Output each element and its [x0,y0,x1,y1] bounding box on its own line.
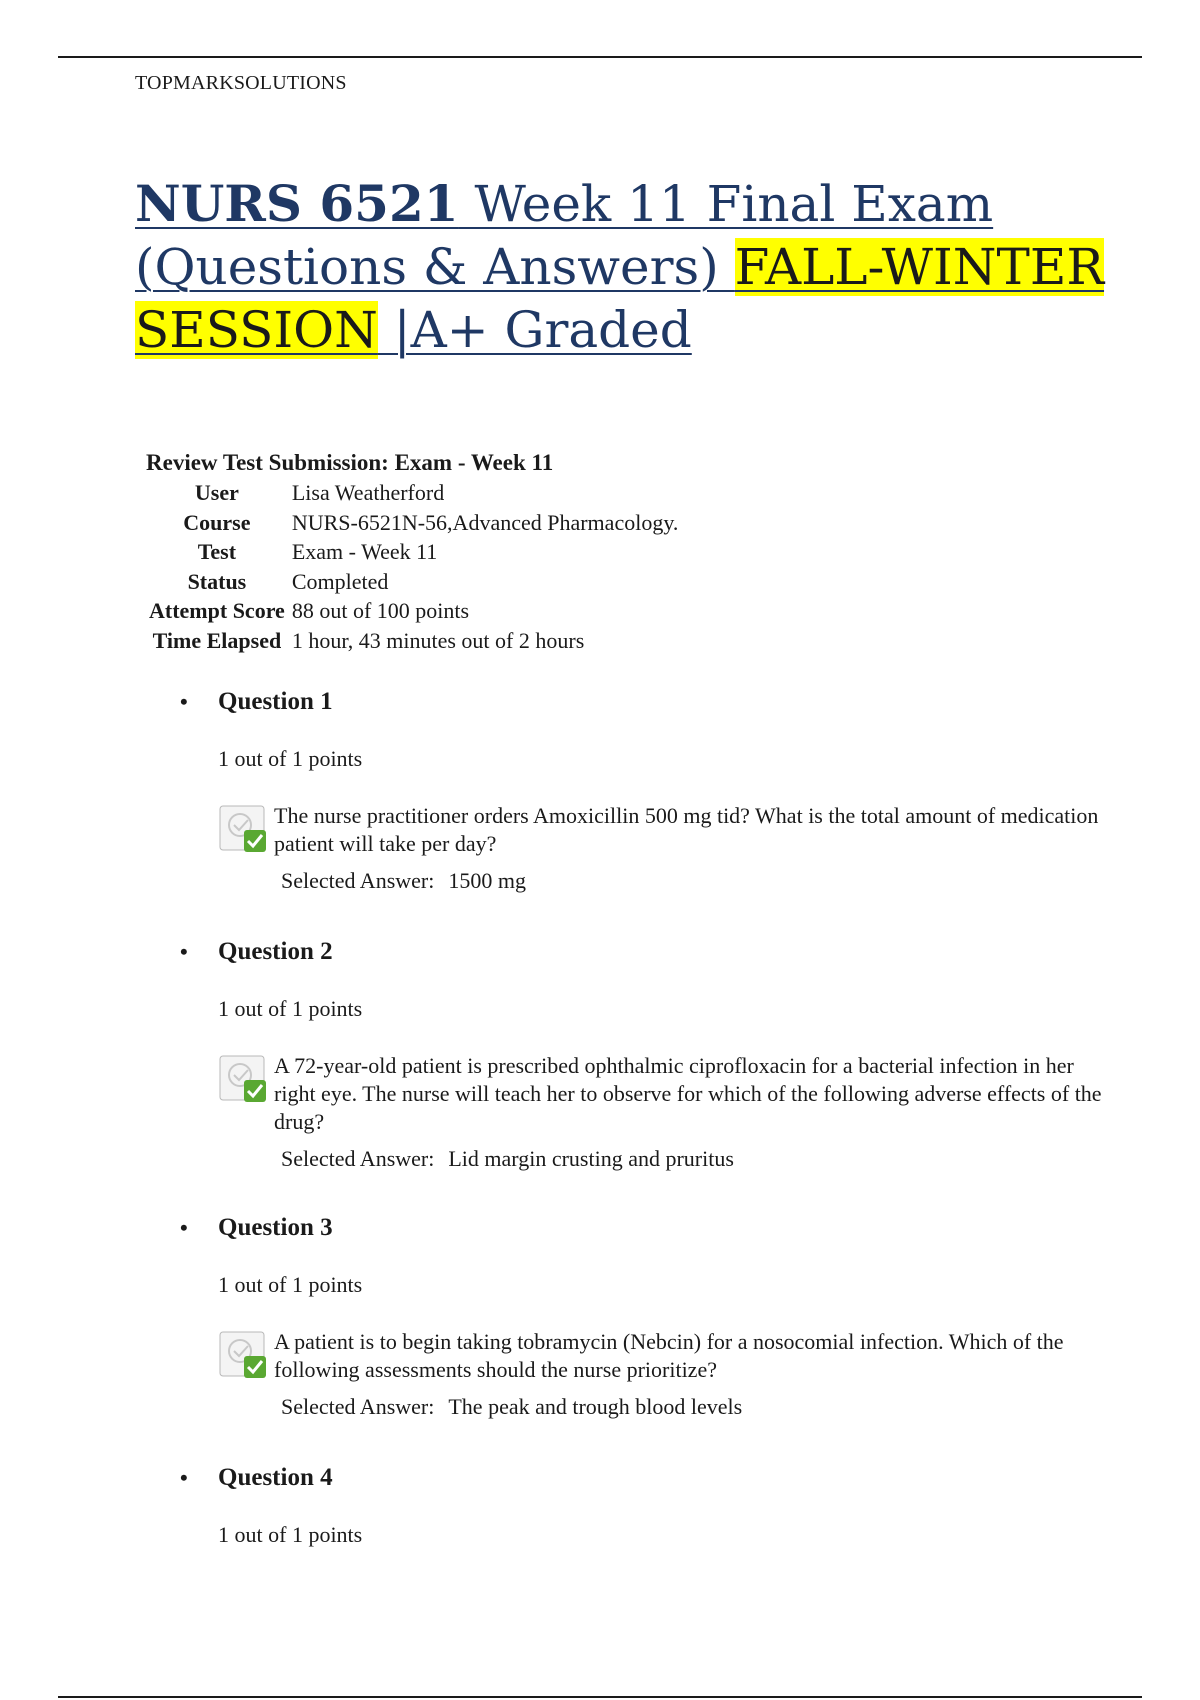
question-title: Question 1 [218,688,333,715]
meta-value: 88 out of 100 points [291,598,470,623]
question-body [218,1328,1120,1420]
question-heading [180,688,1120,716]
selected-answer [281,868,1120,894]
selected-answer [281,1146,1120,1172]
question-title: Question 3 [218,1214,333,1241]
selected-answer [281,1394,1120,1420]
page-title [135,172,1145,362]
correct-check-icon [218,1054,268,1104]
question-points: 1 out of 1 points [218,746,363,771]
selected-answer-label: Selected Answer: [281,1394,435,1419]
question-text: A patient is to begin taking tobramycin (Nebcin) for a nosocomial infection. Which of the following assessments should the nurse prioritize? [274,1329,1064,1382]
meta-key: Status [187,568,247,594]
question-heading [180,938,1120,966]
correct-check-icon [218,804,268,854]
question-title: Question 2 [218,938,333,965]
question-text: A 72-year-old patient is prescribed ophthalmic ciprofloxacin for a bacterial infection in her right eye. The nurse will teach her to observe for which of the following adverse effects of the drug? [274,1053,1102,1134]
selected-answer-value: The peak and trough blood levels [448,1394,743,1419]
meta-value: 1 hour, 43 minutes out of 2 hours [291,627,585,653]
selected-answer-label: Selected Answer: [281,1146,435,1171]
meta-value: Lisa Weatherford [291,480,445,505]
bullet-dot-icon: • [180,1465,188,1490]
question-title: Question 4 [218,1464,333,1491]
selected-answer-value: 1500 mg [448,868,526,893]
header-brand: TOPMARKSOLUTIONS [135,72,347,94]
question-1 [180,688,1120,894]
selected-answer-label: Selected Answer: [281,868,435,893]
question-points: 1 out of 1 points [218,1272,363,1297]
meta-key: Attempt Score [149,598,285,623]
meta-value: Completed [291,568,389,594]
bullet-dot-icon: • [180,1215,188,1240]
question-points: 1 out of 1 points [218,996,363,1021]
question-body [218,1052,1120,1172]
meta-row-user [146,480,681,510]
title-highlight: FALL-WINTER SESSION [135,238,1105,359]
meta-key: User [194,480,239,505]
correct-check-icon [218,1330,268,1380]
title-part-2: |A+ Graded [377,301,692,359]
top-rule [58,56,1142,58]
review-meta-table [146,480,681,657]
meta-value: NURS-6521N-56,Advanced Pharmacology. [291,509,679,535]
question-points: 1 out of 1 points [218,1522,363,1547]
meta-row-course [146,510,681,540]
meta-row-time-elapsed [146,628,681,658]
question-body [218,802,1120,894]
review-summary [146,450,681,657]
selected-answer-value: Lid margin crusting and pruritus [448,1146,734,1171]
review-heading: Review Test Submission: Exam - Week 11 [146,450,554,475]
meta-row-status [146,569,681,599]
bullet-dot-icon: • [180,689,188,714]
question-3 [180,1214,1120,1420]
meta-key: Time Elapsed [152,627,282,653]
meta-key: Course [183,509,251,535]
title-part-1: Week 11 Final Exam (Questions & Answers) [135,175,994,296]
bullet-dot-icon: • [180,939,188,964]
meta-row-attempt-score [146,598,681,628]
meta-value: Exam - Week 11 [291,539,438,564]
question-text: The nurse practitioner orders Amoxicillin 500 mg tid? What is the total amount of medication patient will take per day? [274,803,1099,856]
question-2 [180,938,1120,1172]
question-4 [180,1464,1120,1548]
meta-key: Test [197,539,237,564]
question-heading [180,1214,1120,1242]
meta-row-test [146,539,681,569]
bottom-rule [58,1696,1142,1698]
question-heading [180,1464,1120,1492]
title-course-code: NURS 6521 [135,174,459,233]
